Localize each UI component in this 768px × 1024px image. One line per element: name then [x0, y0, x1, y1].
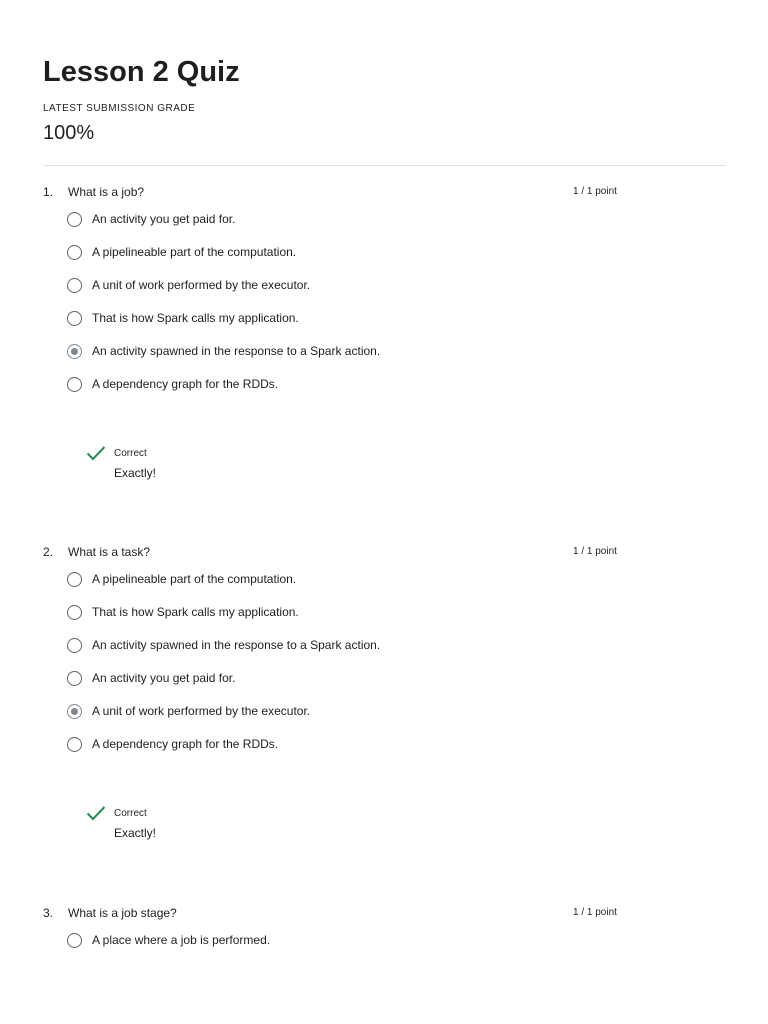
question-number: 1.: [43, 185, 54, 199]
grade-value: 100%: [43, 122, 95, 144]
option-label: An activity you get paid for.: [92, 212, 236, 226]
question-number: 3.: [43, 906, 54, 920]
header-divider: [43, 165, 726, 166]
option-label: That is how Spark calls my application.: [92, 605, 299, 619]
radio-button[interactable]: [67, 278, 82, 293]
radio-button[interactable]: [67, 671, 82, 686]
check-icon: [86, 445, 106, 461]
option-label: An activity spawned in the response to a Spark action.: [92, 344, 381, 358]
radio-button[interactable]: [67, 572, 82, 587]
option-label: A unit of work performed by the executor.: [92, 704, 311, 718]
option-label: A unit of work performed by the executor.: [92, 278, 311, 292]
feedback-status: Correct: [114, 448, 147, 459]
question-text: What is a job?: [68, 185, 145, 199]
option-label: An activity spawned in the response to a Spark action.: [92, 638, 381, 652]
option-label: A pipelineable part of the computation.: [92, 245, 297, 259]
option-label: That is how Spark calls my application.: [92, 311, 299, 325]
question-1: [43, 184, 726, 391]
radio-button-selected[interactable]: [67, 704, 82, 719]
question-number: 2.: [43, 545, 54, 559]
radio-button[interactable]: [67, 212, 82, 227]
feedback-text: Exactly!: [114, 826, 157, 840]
question-points: 1 / 1 point: [573, 546, 617, 557]
radio-button[interactable]: [67, 737, 82, 752]
question-2: [43, 544, 726, 751]
feedback-text: Exactly!: [114, 466, 157, 480]
page-title: Lesson 2 Quiz: [43, 56, 240, 88]
radio-button[interactable]: [67, 377, 82, 392]
option-label: A pipelineable part of the computation.: [92, 572, 297, 586]
radio-button-selected[interactable]: [67, 344, 82, 359]
radio-button[interactable]: [67, 605, 82, 620]
check-icon: [86, 805, 106, 821]
question-points: 1 / 1 point: [573, 907, 617, 918]
option-label: A dependency graph for the RDDs.: [92, 377, 279, 391]
radio-button[interactable]: [67, 245, 82, 260]
question-3: [43, 905, 726, 947]
option-label: A place where a job is performed.: [92, 933, 271, 947]
question-text: What is a task?: [68, 545, 151, 559]
option-label: An activity you get paid for.: [92, 671, 236, 685]
question-text: What is a job stage?: [68, 906, 177, 920]
question-points: 1 / 1 point: [573, 186, 617, 197]
feedback-status: Correct: [114, 808, 147, 819]
radio-button[interactable]: [67, 638, 82, 653]
option-label: A dependency graph for the RDDs.: [92, 737, 279, 751]
radio-button[interactable]: [67, 311, 82, 326]
grade-label: LATEST SUBMISSION GRADE: [43, 103, 196, 114]
radio-button[interactable]: [67, 933, 82, 948]
